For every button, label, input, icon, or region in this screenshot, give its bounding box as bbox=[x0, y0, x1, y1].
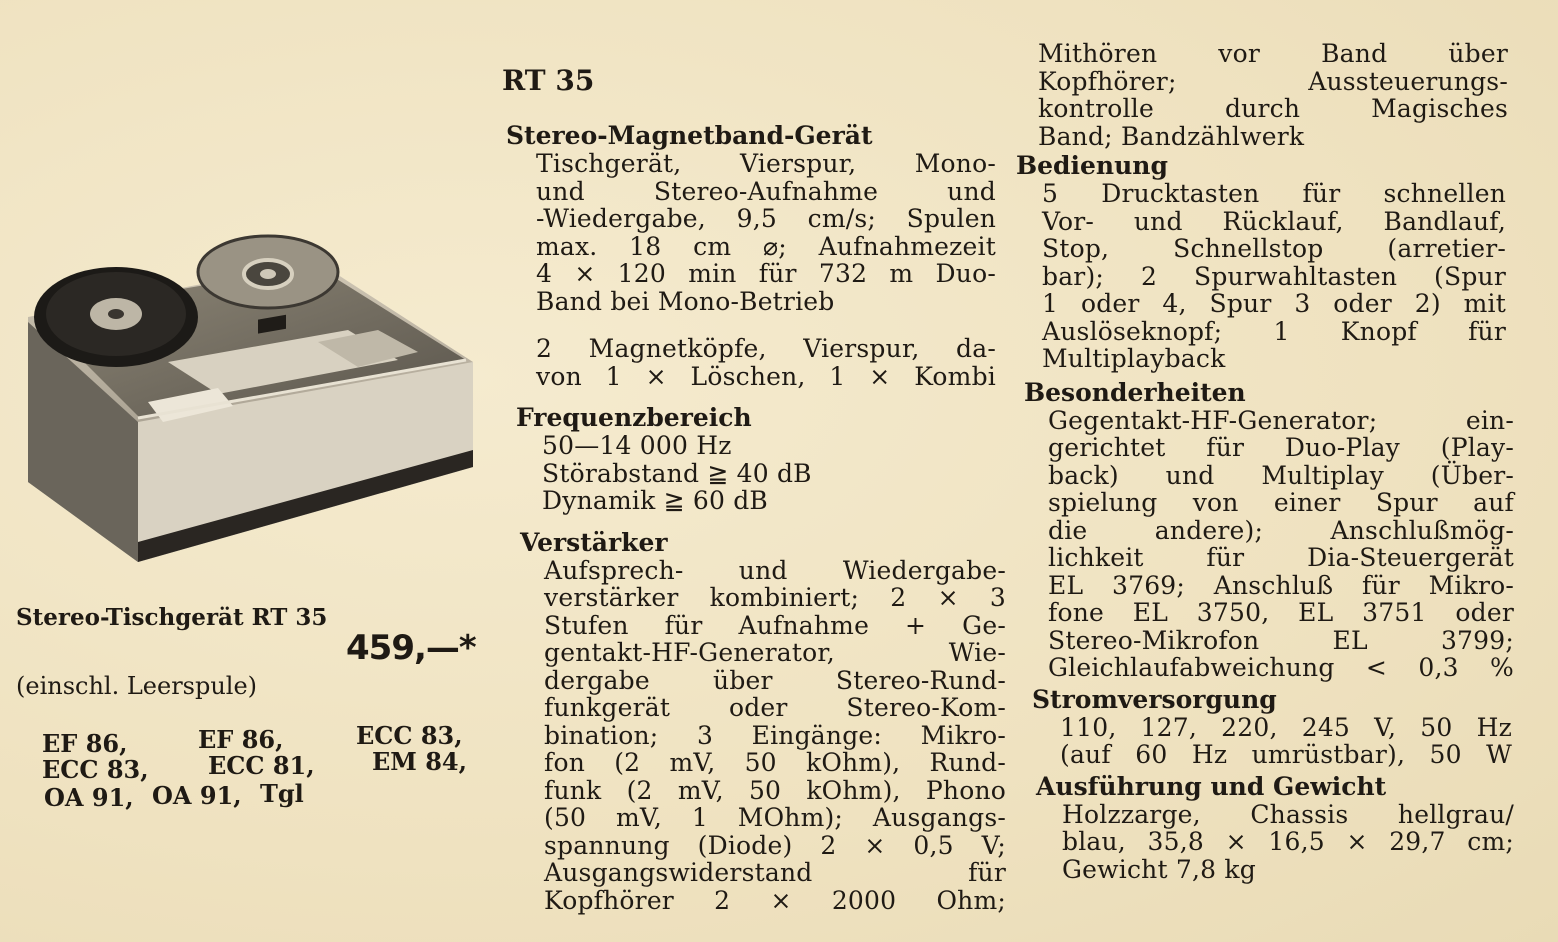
tube-item: ECC 81, bbox=[208, 751, 315, 780]
section-heading: Frequenzbereich bbox=[516, 403, 752, 432]
tube-item: EF 86, bbox=[42, 729, 128, 758]
product-caption: Stereo-Tischgerät RT 35 bbox=[16, 604, 328, 631]
price: 459,—* bbox=[346, 628, 476, 668]
tube-item: OA 91, bbox=[44, 783, 134, 812]
spec-column-2 bbox=[1016, 40, 1516, 883]
tube-item: OA 91, bbox=[152, 781, 242, 810]
accessory-note: (einschl. Leerspule) bbox=[16, 672, 258, 700]
tape-recorder-image bbox=[18, 222, 488, 574]
spec-column-1 bbox=[506, 121, 1006, 915]
section-heading: Verstärker bbox=[520, 527, 668, 557]
tube-item: ECC 83, bbox=[42, 755, 149, 784]
section-heading: Ausführung und Gewicht bbox=[1036, 771, 1387, 801]
tube-item: EM 84, bbox=[372, 747, 467, 776]
tube-item: EF 86, bbox=[198, 725, 284, 754]
section-heading: Bedienung bbox=[1016, 151, 1168, 180]
section-heading: Stereo-Magnetband-Gerät bbox=[506, 121, 873, 150]
section-body: 5 Drucktasten für schnellen Vor- und Rücklauf, Bandlauf, Stop, Schnellstop (arretier- bar); 2 Spurwahltasten (Spur 1 oder 4, Spur 3 oder 2) mit Auslöseknopf; 1 Knopf für Multiplayback bbox=[1042, 179, 1506, 373]
section-body: Tischgerät, Vierspur, Mono- und Stereo-Aufnahme und -Wiedergabe, 9,5 cm/s; Spulen max. 18 cm ⌀; Aufnahmezeit 4 × 120 min für 732 m Duo- Band bei Mono-Betrieb bbox=[536, 149, 996, 316]
tube-item: ECC 83, bbox=[356, 721, 463, 750]
model-title: RT 35 bbox=[502, 64, 595, 97]
section-heading: Besonderheiten bbox=[1024, 377, 1246, 407]
tube-item: Tgl bbox=[260, 779, 304, 808]
section-body: Gegentakt-HF-Generator; ein- gerichtet für Duo-Play (Play- back) und Multiplay (Über- spielung von einer Spur auf die andere); Anschlußmög- lichkeit für Dia-Steuergerät EL 3769; Anschluß für Mikro- fone EL 3750, EL 3751 oder Stereo-Mikrofon EL 3799; Gleichlaufabweichung < 0,3 % bbox=[1048, 405, 1514, 682]
section-body: 2 Magnetköpfe, Vierspur, da- von 1 × Löschen, 1 × Kombi bbox=[536, 334, 996, 391]
section-body: Aufsprech- und Wiedergabe- verstärker kombiniert; 2 × 3 Stufen für Aufnahme + Ge- gentakt-HF-Generator, Wie- dergabe über Stereo-Rund- funkgerät oder Stereo-Kom- bination; 3 Eingänge: Mikro- fon (2 mV, 50 kOhm), Rund- funk (2 mV, 50 kOhm), Phono (50 mV, 1 MOhm); Ausgangs- spannung (Diode) 2 × 0,5 V; Ausgangswiderstand für Kopfhörer 2 × 2000 Ohm; bbox=[544, 555, 1006, 915]
section-body: Holzzarge, Chassis hellgrau/ blau, 35,8 × 16,5 × 29,7 cm; Gewicht 7,8 kg bbox=[1062, 799, 1514, 884]
section-body: 50—14 000 Hz Störabstand ≧ 40 dB Dynamik ≧ 60 dB bbox=[542, 431, 812, 515]
section-heading: Stromversorgung bbox=[1032, 684, 1277, 714]
section-body: Mithören vor Band über Kopfhörer; Aussteuerungs- kontrolle durch Magisches Band; Bandzählwerk bbox=[1038, 39, 1508, 151]
section-body: 110, 127, 220, 245 V, 50 Hz (auf 60 Hz umrüstbar), 50 W bbox=[1060, 712, 1512, 769]
